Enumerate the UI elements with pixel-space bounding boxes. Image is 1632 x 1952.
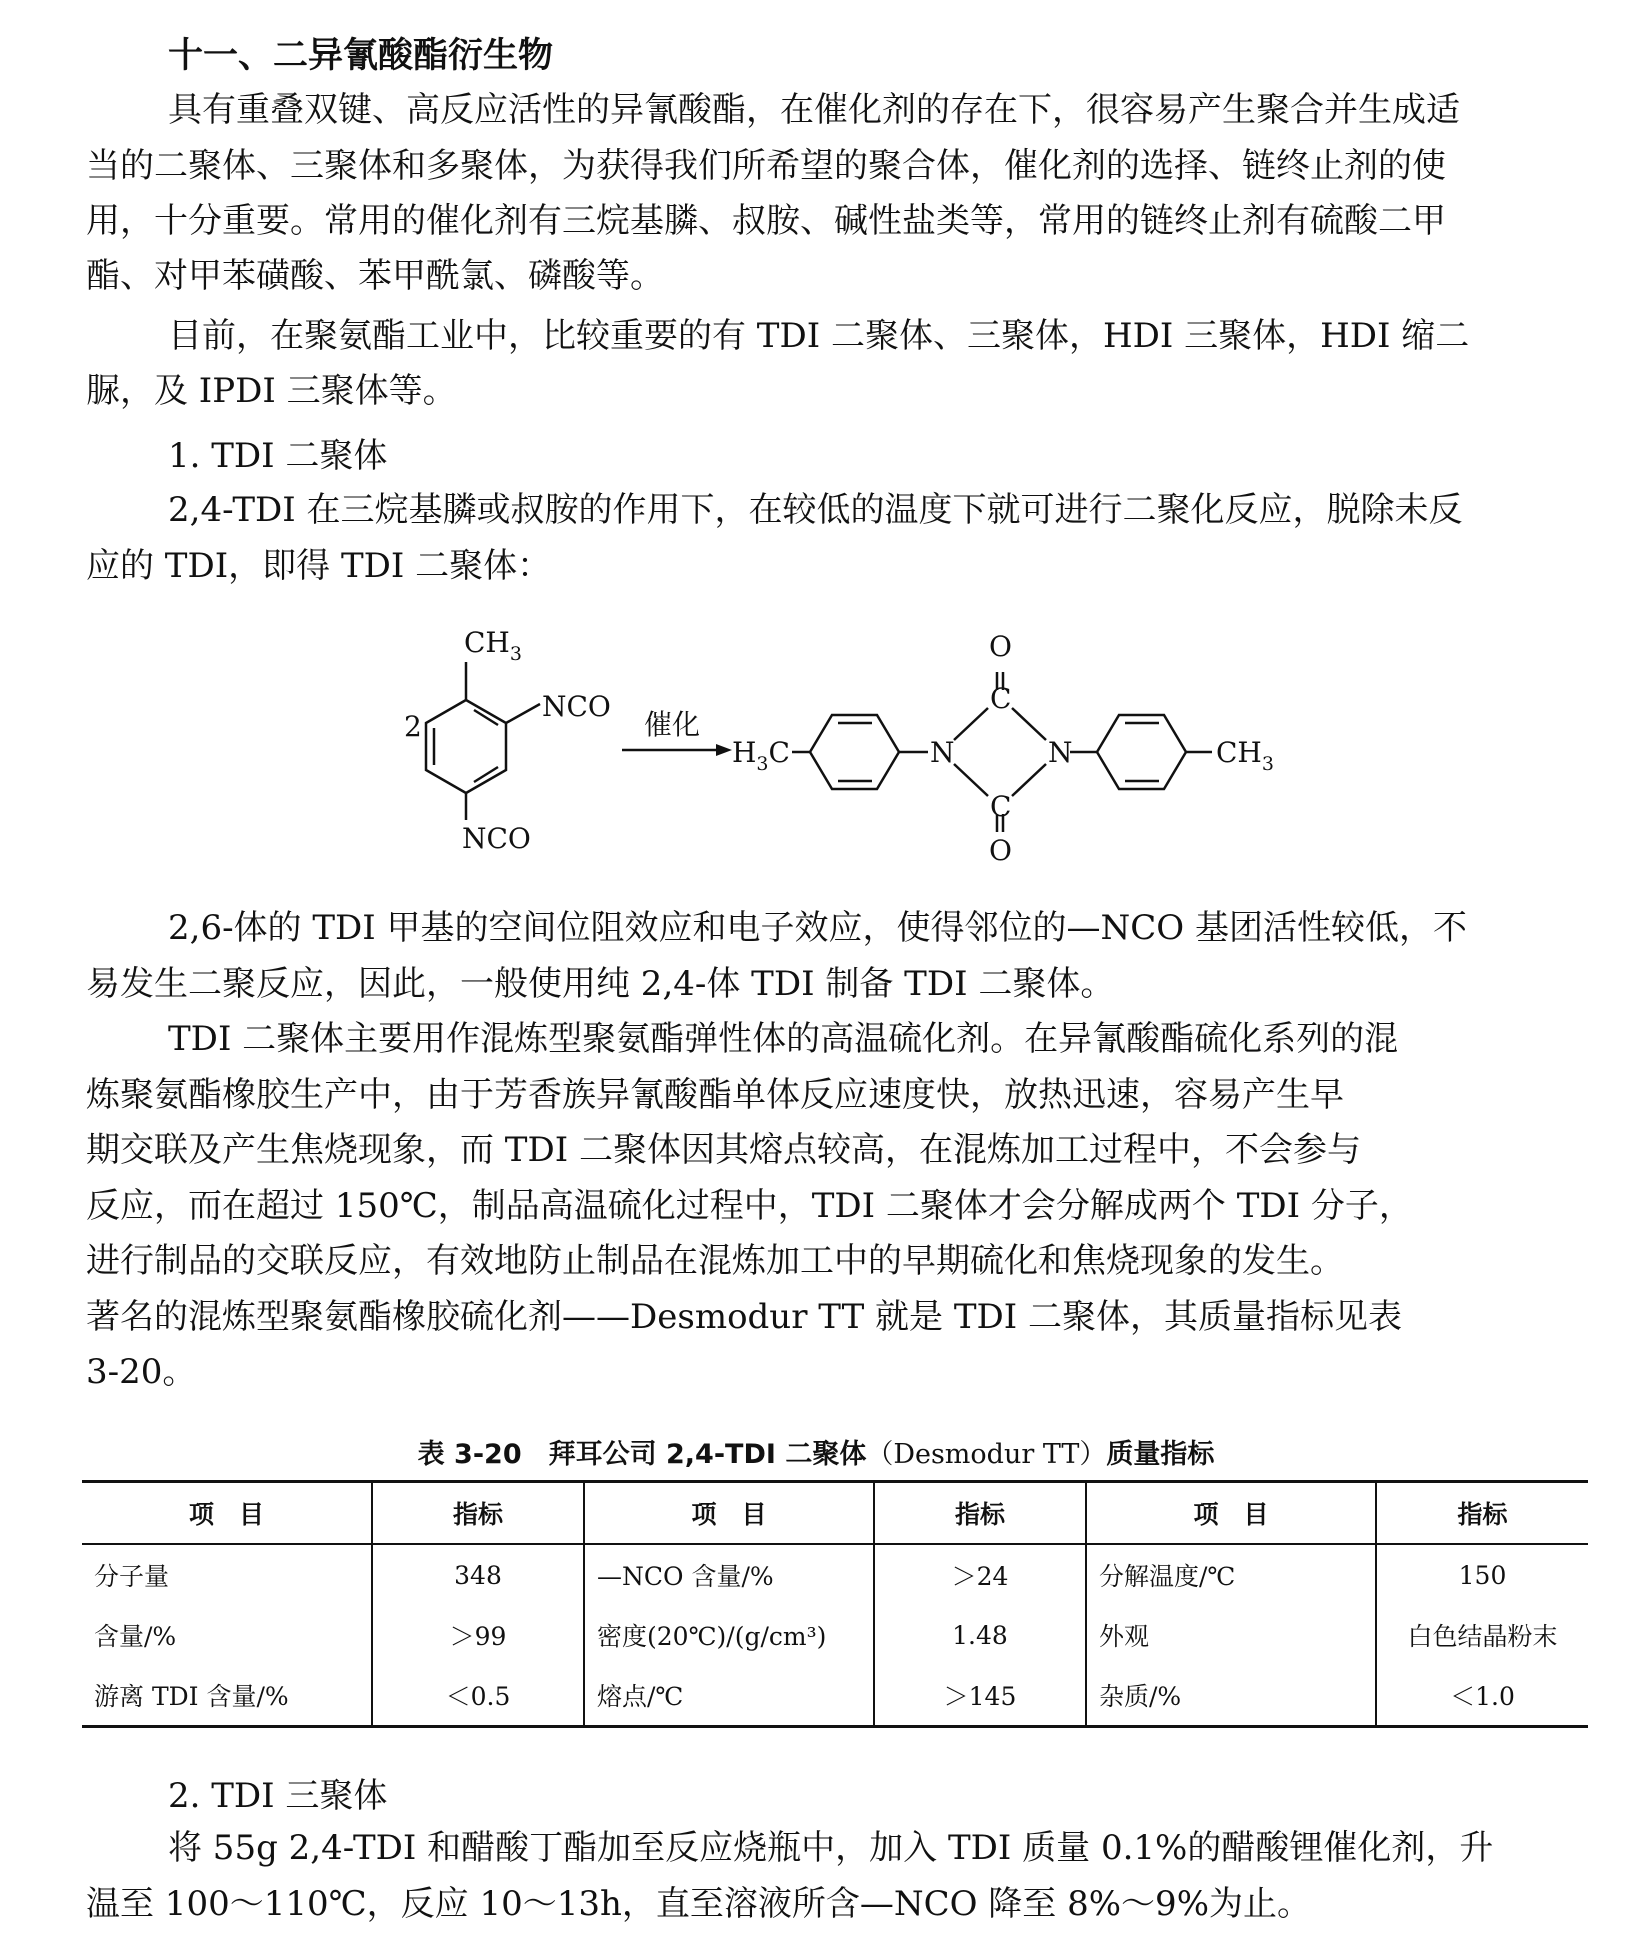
- nitrogen-label: N: [1048, 736, 1073, 769]
- nitrogen-label: N: [930, 736, 955, 769]
- stoichiometric-coefficient: 2: [404, 710, 422, 743]
- table-header-row: [82, 1482, 1588, 1545]
- quality-spec-table: [82, 1480, 1588, 1728]
- carbonyl-carbon-label: C: [990, 682, 1012, 715]
- arrow-head: [716, 744, 732, 756]
- paragraph-line: 炼聚氨酯橡胶生产中，由于芳香族异氰酸酯单体反应速度快，放热迅速，容易产生早: [86, 1075, 1344, 1115]
- section-heading: 十一、二异氰酸酯衍生物: [168, 36, 554, 76]
- paragraph-line: 脲，及 IPDI 三聚体等。: [86, 371, 457, 411]
- methyl-label: $H_3C$: [732, 736, 790, 775]
- methyl-label: $CH_3$: [1216, 736, 1274, 775]
- table-cell: ＞24: [874, 1544, 1086, 1605]
- table-header: 项 目: [584, 1482, 874, 1545]
- paragraph-line: 易发生二聚反应，因此，一般使用纯 2,4-体 TDI 制备 TDI 二聚体。: [86, 964, 1115, 1004]
- paragraph-line: 温至 100～110℃，反应 10～13h，直至溶液所含—NCO 降至 8%～9%为止。: [86, 1884, 1311, 1924]
- nco-label: NCO: [542, 690, 611, 723]
- table-header: 项 目: [82, 1482, 372, 1545]
- table-cell: 密度(20℃)/(g/cm³): [584, 1605, 874, 1665]
- table-cell: 白色结晶粉末: [1407, 1622, 1558, 1651]
- paragraph-line: 著名的混炼型聚氨酯橡胶硫化剂——Desmodur TT 就是 TDI 二聚体，其质量指标见表: [86, 1297, 1403, 1337]
- table-cell: ＞145: [874, 1665, 1086, 1727]
- paragraph-line: TDI 二聚体主要用作混炼型聚氨酯弹性体的高温硫化剂。在异氰酸酯硫化系列的混: [168, 1019, 1399, 1059]
- table-cell: 熔点/℃: [584, 1665, 874, 1727]
- table-cell: —NCO 含量/%: [584, 1544, 874, 1605]
- paragraph-line: 期交联及产生焦烧现象，而 TDI 二聚体因其熔点较高，在混炼加工过程中，不会参与: [86, 1130, 1361, 1170]
- catalyst-label: 催化: [644, 708, 701, 741]
- paragraph-line: 3-20。: [86, 1352, 197, 1392]
- table-row: [82, 1665, 1588, 1727]
- table-header: 指标: [1457, 1500, 1508, 1529]
- paragraph-line: 当的二聚体、三聚体和多聚体，为获得我们所希望的聚合体，催化剂的选择、链终止剂的使: [86, 146, 1446, 186]
- paragraph-line: 应的 TDI，即得 TDI 二聚体：: [86, 546, 552, 586]
- paragraph-line: 反应，而在超过 150℃，制品高温硫化过程中，TDI 二聚体才会分解成两个 TDI 分子，: [86, 1186, 1413, 1226]
- table-row: [82, 1544, 1588, 1605]
- table-cell: 外观: [1086, 1605, 1376, 1665]
- table-cell: 1.48: [874, 1605, 1086, 1665]
- table-cell: ＜1.0: [1450, 1682, 1515, 1711]
- oxygen-label: O: [989, 630, 1012, 663]
- paragraph-line: 具有重叠双键、高反应活性的异氰酸酯，在催化剂的存在下，很容易产生聚合并生成适: [168, 90, 1460, 130]
- table-cell: 杂质/%: [1086, 1665, 1376, 1727]
- table-cell: 150: [1458, 1560, 1507, 1590]
- subsection-heading-1: 1. TDI 二聚体: [168, 436, 388, 476]
- table-header: 项 目: [1086, 1482, 1376, 1545]
- nco-label: NCO: [462, 822, 531, 855]
- table-cell: 含量/%: [82, 1605, 372, 1665]
- table-cell: ＜0.5: [372, 1665, 584, 1727]
- table-cell: 分子量: [82, 1544, 372, 1605]
- tdi-benzene-ring: [426, 662, 540, 820]
- table-cell: 游离 TDI 含量/%: [82, 1665, 372, 1727]
- paragraph-line: 目前，在聚氨酯工业中，比较重要的有 TDI 二聚体、三聚体，HDI 三聚体，HDI 缩二: [168, 316, 1470, 356]
- paragraph-line: 2,4-TDI 在三烷基膦或叔胺的作用下，在较低的温度下就可进行二聚化反应，脱除未反: [168, 490, 1463, 530]
- table-cell: ＞99: [372, 1605, 584, 1665]
- table-caption: 表 3-20 拜耳公司 2,4-TDI 二聚体（Desmodur TT）质量指标: [417, 1439, 1215, 1470]
- paragraph-line: 将 55g 2,4-TDI 和醋酸丁酯加至反应烧瓶中，加入 TDI 质量 0.1%的醋酸锂催化剂，升: [168, 1828, 1494, 1868]
- subsection-heading-2: 2. TDI 三聚体: [168, 1776, 388, 1816]
- carbonyl-carbon-label: C: [990, 790, 1012, 823]
- paragraph-line: 进行制品的交联反应，有效地防止制品在混炼加工中的早期硫化和焦烧现象的发生。: [86, 1241, 1344, 1281]
- table-row: [82, 1605, 1588, 1665]
- oxygen-label: O: [989, 834, 1012, 867]
- table-cell: 348: [372, 1544, 584, 1605]
- paragraph-line: 酯、对甲苯磺酸、苯甲酰氯、磷酸等。: [86, 256, 664, 296]
- paragraph-line: 用，十分重要。常用的催化剂有三烷基膦、叔胺、碱性盐类等，常用的链终止剂有硫酸二甲: [86, 201, 1446, 241]
- table-cell: 分解温度/℃: [1086, 1544, 1376, 1605]
- methyl-label: $CH_3$: [464, 626, 522, 665]
- table-header: 指标: [874, 1482, 1086, 1545]
- reaction-scheme: [380, 610, 1320, 880]
- paragraph-line: 2,6-体的 TDI 甲基的空间位阻效应和电子效应，使得邻位的—NCO 基团活性较低，不: [168, 908, 1467, 948]
- table-header: 指标: [372, 1482, 584, 1545]
